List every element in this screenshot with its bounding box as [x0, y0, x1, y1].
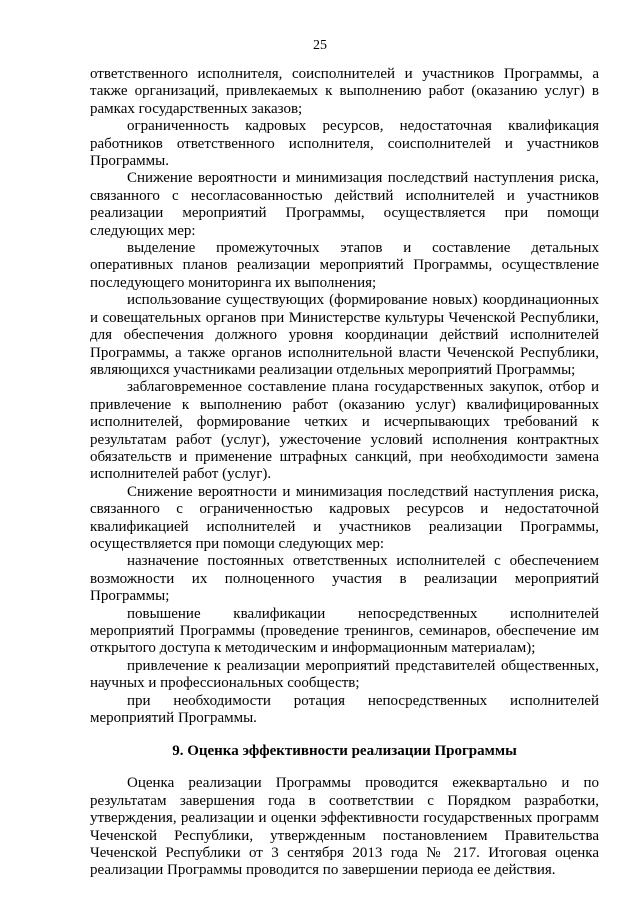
page-number: 25 — [313, 38, 327, 53]
paragraph: привлечение к реализации мероприятий представителей общественных, научных и профессиональных сообществ; — [90, 657, 599, 692]
paragraph: использование существующих (формирование новых) координационных и совещательных органов при Министерстве культуры Чеченской Республики, для обеспечения должного уровня координации действий исполнителей Программы, а также органов исполнительной власти Чеченской Республики, являющихся участниками реализации отдельных мероприятий Программы; — [90, 292, 599, 378]
paragraph: ограниченность кадровых ресурсов, недостаточная квалификация работников ответственного исполнителя, соисполнителей и участников Программы. — [90, 118, 599, 170]
paragraph: Снижение вероятности и минимизация последствий наступления риска, связанного с несогласованностью действий исполнителей и участников реализации мероприятий Программы, осуществляется при помощи следующих мер: — [90, 170, 599, 239]
paragraph: заблаговременное составление плана государственных закупок, отбор и привлечение к выполнению работ (оказанию услуг) квалифицированных исполнителей, формирование четких и исчерпывающих требований к результатам работ (услуг), ужесточение условий исполнения контрактных обязательств и применение штрафных санкций, при необходимости замена исполнителей работ (услуг). — [90, 379, 599, 483]
section-heading: 9. Оценка эффективности реализации Программы — [172, 743, 517, 760]
paragraph: выделение промежуточных этапов и составление детальных оперативных планов реализации мероприятий Программы, осуществление последующего мониторинга их выполнения; — [90, 240, 599, 291]
paragraph: Снижение вероятности и минимизация последствий наступления риска, связанного с ограниченностью кадровых ресурсов и недостаточной квалификацией исполнителей и участников реализации Программы, осуществляется при помощи следующих мер: — [90, 483, 599, 552]
document-body — [90, 66, 599, 880]
paragraph: при необходимости ротация непосредственных исполнителей мероприятий Программы. — [90, 692, 599, 727]
paragraph: ответственного исполнителя, соисполнителей и участников Программы, а также организаций, привлекаемых к выполнению работ (оказанию услуг) в рамках государственных заказов; — [90, 66, 599, 117]
paragraph: назначение постоянных ответственных исполнителей с обеспечением возможности их полноценного участия в реализации мероприятий Программы; — [90, 553, 599, 605]
paragraph: Оценка реализации Программы проводится ежеквартально и по результатам завершения года в соответствии с Порядком разработки, утверждения, реализации и оценки эффективности государственных программ Чеченской Республики, утвержденным постановлением Правительства Чеченской Республики от 3 сентября 2013 года № 217. Итоговая оценка реализации Программы проводится по завершении периода ее действия. — [90, 775, 599, 879]
paragraph: повышение квалификации непосредственных исполнителей мероприятий Программы (проведение тренингов, семинаров, обеспечение им открытого доступа к методическим и информационным материалам); — [90, 605, 599, 657]
